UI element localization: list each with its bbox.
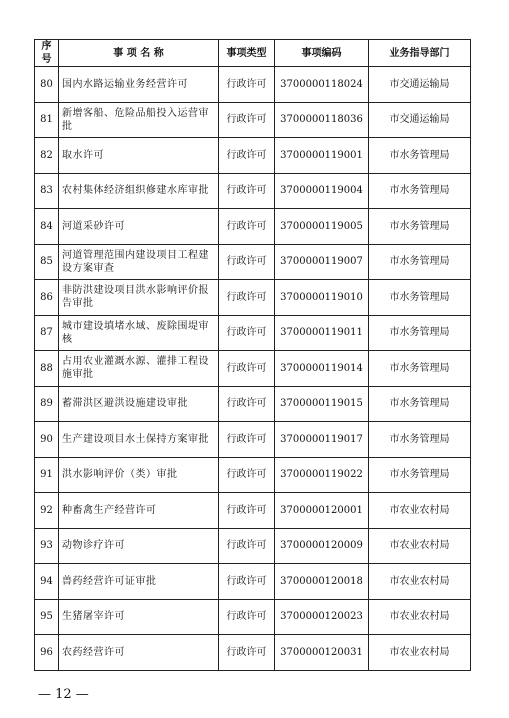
cell-item-code: 3700000120023 [275, 599, 369, 635]
cell-item-code: 3700000119015 [275, 386, 369, 422]
header-department: 业务指导部门 [369, 40, 471, 67]
cell-item-code: 3700000119001 [275, 138, 369, 174]
cell-item-type: 行政许可 [219, 102, 275, 138]
cell-item-code: 3700000118024 [275, 67, 369, 103]
table-row [35, 351, 471, 387]
cell-item-name: 城市建设填堵水域、废除围堤审核 [59, 315, 219, 351]
cell-item-name: 洪水影响评价（类）审批 [59, 457, 219, 493]
cell-department: 市农业农村局 [369, 599, 471, 635]
cell-department: 市交通运输局 [369, 102, 471, 138]
cell-index: 85 [35, 244, 59, 280]
cell-item-name: 河道管理范围内建设项目工程建设方案审查 [59, 244, 219, 280]
cell-item-code: 3700000119004 [275, 173, 369, 209]
cell-department: 市农业农村局 [369, 528, 471, 564]
table-row [35, 599, 471, 635]
cell-item-type: 行政许可 [219, 422, 275, 458]
cell-item-code: 3700000120001 [275, 493, 369, 529]
header-item-code: 事项编码 [275, 40, 369, 67]
cell-item-name: 河道采砂许可 [59, 209, 219, 245]
cell-item-type: 行政许可 [219, 599, 275, 635]
cell-index: 81 [35, 102, 59, 138]
cell-department: 市水务管理局 [369, 173, 471, 209]
cell-item-code: 3700000118036 [275, 102, 369, 138]
cell-item-name: 国内水路运输业务经营许可 [59, 67, 219, 103]
cell-item-name: 新增客船、危险品船投入运营审批 [59, 102, 219, 138]
cell-item-code: 3700000119011 [275, 315, 369, 351]
cell-item-type: 行政许可 [219, 457, 275, 493]
cell-item-code: 3700000119022 [275, 457, 369, 493]
cell-item-name: 蓄滞洪区避洪设施建设审批 [59, 386, 219, 422]
cell-item-type: 行政许可 [219, 244, 275, 280]
cell-index: 84 [35, 209, 59, 245]
cell-index: 88 [35, 351, 59, 387]
cell-department: 市水务管理局 [369, 351, 471, 387]
cell-item-type: 行政许可 [219, 493, 275, 529]
table-body [35, 67, 471, 671]
cell-item-type: 行政许可 [219, 173, 275, 209]
table-row [35, 209, 471, 245]
table-header-row [35, 40, 471, 67]
cell-index: 95 [35, 599, 59, 635]
cell-index: 91 [35, 457, 59, 493]
cell-index: 89 [35, 386, 59, 422]
cell-department: 市交通运输局 [369, 67, 471, 103]
cell-index: 83 [35, 173, 59, 209]
cell-item-code: 3700000120031 [275, 635, 369, 671]
approval-items-table [34, 39, 471, 671]
table-row [35, 280, 471, 316]
cell-department: 市农业农村局 [369, 493, 471, 529]
cell-item-name: 种畜禽生产经营许可 [59, 493, 219, 529]
header-index: 序号 [35, 40, 59, 67]
cell-item-code: 3700000119007 [275, 244, 369, 280]
cell-item-name: 占用农业灌溉水源、灌排工程设施审批 [59, 351, 219, 387]
table-row [35, 138, 471, 174]
cell-department: 市水务管理局 [369, 457, 471, 493]
cell-department: 市水务管理局 [369, 244, 471, 280]
cell-item-type: 行政许可 [219, 351, 275, 387]
cell-item-code: 3700000119010 [275, 280, 369, 316]
cell-item-type: 行政许可 [219, 386, 275, 422]
cell-index: 90 [35, 422, 59, 458]
cell-item-name: 非防洪建设项目洪水影响评价报告审批 [59, 280, 219, 316]
cell-item-name: 动物诊疗许可 [59, 528, 219, 564]
table-row [35, 528, 471, 564]
cell-department: 市农业农村局 [369, 564, 471, 600]
table-row [35, 315, 471, 351]
cell-item-type: 行政许可 [219, 635, 275, 671]
cell-index: 92 [35, 493, 59, 529]
cell-department: 市水务管理局 [369, 209, 471, 245]
table-row [35, 564, 471, 600]
cell-item-type: 行政许可 [219, 138, 275, 174]
cell-index: 93 [35, 528, 59, 564]
cell-item-type: 行政许可 [219, 67, 275, 103]
cell-item-name: 取水许可 [59, 138, 219, 174]
cell-item-name: 生产建设项目水土保持方案审批 [59, 422, 219, 458]
cell-index: 86 [35, 280, 59, 316]
header-item-type: 事项类型 [219, 40, 275, 67]
cell-item-code: 3700000119005 [275, 209, 369, 245]
header-item-name: 事 项 名 称 [59, 40, 219, 67]
page-number: — 12 — [38, 687, 89, 702]
cell-department: 市水务管理局 [369, 315, 471, 351]
cell-item-type: 行政许可 [219, 280, 275, 316]
table-row [35, 493, 471, 529]
cell-item-name: 农药经营许可 [59, 635, 219, 671]
cell-department: 市农业农村局 [369, 635, 471, 671]
cell-index: 94 [35, 564, 59, 600]
cell-item-type: 行政许可 [219, 528, 275, 564]
cell-department: 市水务管理局 [369, 422, 471, 458]
cell-item-code: 3700000119017 [275, 422, 369, 458]
table-row [35, 102, 471, 138]
cell-department: 市水务管理局 [369, 386, 471, 422]
cell-index: 80 [35, 67, 59, 103]
table-row [35, 244, 471, 280]
table-row [35, 173, 471, 209]
cell-department: 市水务管理局 [369, 138, 471, 174]
cell-item-code: 3700000120018 [275, 564, 369, 600]
cell-index: 96 [35, 635, 59, 671]
table-row [35, 386, 471, 422]
cell-index: 87 [35, 315, 59, 351]
cell-item-code: 3700000120009 [275, 528, 369, 564]
cell-item-type: 行政许可 [219, 315, 275, 351]
cell-item-type: 行政许可 [219, 209, 275, 245]
table-row [35, 457, 471, 493]
cell-item-type: 行政许可 [219, 564, 275, 600]
table-row [35, 67, 471, 103]
cell-item-name: 农村集体经济组织修建水库审批 [59, 173, 219, 209]
cell-department: 市水务管理局 [369, 280, 471, 316]
cell-item-name: 生猪屠宰许可 [59, 599, 219, 635]
table-row [35, 422, 471, 458]
cell-index: 82 [35, 138, 59, 174]
cell-item-name: 兽药经营许可证审批 [59, 564, 219, 600]
cell-item-code: 3700000119014 [275, 351, 369, 387]
table-row [35, 635, 471, 671]
